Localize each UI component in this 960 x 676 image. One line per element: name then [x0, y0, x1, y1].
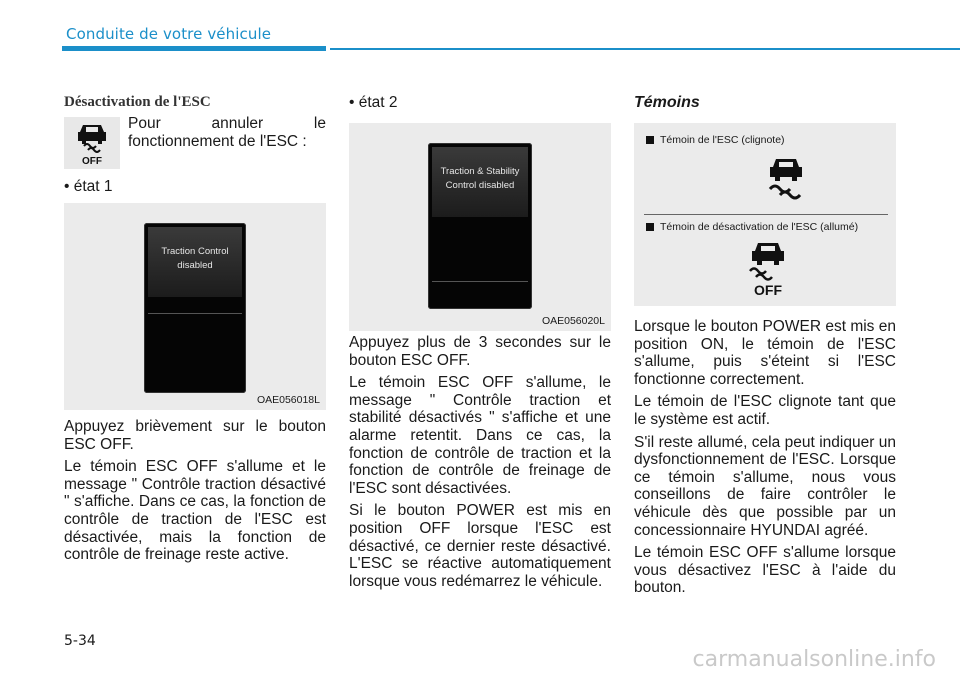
paragraph: Le témoin ESC OFF s'allume lorsque vous désactivez l'ESC à l'aide du bouton.	[634, 544, 896, 597]
warning-lights-heading: Témoins	[634, 94, 700, 111]
esc-off-icon	[64, 117, 120, 169]
display-message-line2: Control disabled	[445, 180, 515, 191]
legend-esc-label: Témoin de l'ESC (clignote)	[660, 134, 785, 146]
cluster-display-state2	[428, 143, 532, 309]
paragraph: Le témoin ESC OFF s'allume et le message " Contrôle traction désactivé " s'affiche. Dans ce cas, la fonction de contrôle de traction de l'ESC est désactivée, mais la fonction de contrôle de freinage reste active.	[64, 458, 326, 564]
paragraph: Le témoin ESC OFF s'allume, le message " Contrôle traction et stabilité désactivés " s'affiche et une alarme retentit. Dans ce cas, la fonction de contrôle de traction et la fonction de contrôle de freinage de l'ESC sont désactivées.	[349, 374, 611, 497]
display-message-line1: Traction & Stability	[440, 166, 520, 177]
header-rule-thick	[62, 46, 326, 51]
figure-code: OAE056018L	[256, 394, 320, 406]
page-number: 5-34	[64, 633, 96, 649]
state2-label: • état 2	[349, 94, 398, 111]
intro-text: Pour annuler le fonctionnement de l'ESC :	[128, 115, 326, 150]
display-message-line1: Traction Control	[161, 246, 229, 257]
paragraph: Le témoin de l'ESC clignote tant que le système est actif.	[634, 393, 896, 428]
figure-code: OAE056020L	[541, 315, 605, 327]
legend-esc-off-label: Témoin de désactivation de l'ESC (allumé)	[660, 221, 859, 233]
header-rule-thin	[330, 48, 960, 50]
svg-text:OFF: OFF	[82, 156, 102, 167]
paragraph: Appuyez plus de 3 secondes sur le bouton ESC OFF.	[349, 334, 611, 369]
figure-state2	[349, 123, 611, 331]
section-header-title: Conduite de votre véhicule	[66, 25, 272, 43]
svg-text:OFF: OFF	[754, 282, 782, 298]
legend-esc	[646, 134, 785, 146]
paragraph: Appuyez brièvement sur le bouton ESC OFF.	[64, 418, 326, 453]
display-message-line2: disabled	[177, 260, 213, 271]
legend-divider	[644, 214, 888, 215]
state1-label: • état 1	[64, 178, 113, 195]
paragraph: Si le bouton POWER est mis en position OFF lorsque l'ESC est désactivé, ce dernier reste désactivé. L'ESC se réactive automatiquement lorsque vous redémarrez le véhicule.	[349, 502, 611, 590]
paragraph: S'il reste allumé, cela peut indiquer un dysfonctionnement de l'ESC. Lorsque ce témoin s'allume, nous vous conseillons de faire contrôler le véhicule dès que possible par un concessionnaire HYUNDAI agréé.	[634, 433, 896, 539]
figure-state1	[64, 203, 326, 410]
cluster-display-state1	[144, 223, 246, 393]
watermark: carmanualsonline.info	[692, 647, 936, 672]
esc-off-icon	[738, 240, 798, 305]
esc-icon	[762, 155, 810, 210]
legend-esc-off	[646, 221, 858, 233]
paragraph: Lorsque le bouton POWER est mis en position ON, le témoin de l'ESC s'allume, puis s'éteint si l'ESC fonctionne correctement.	[634, 318, 896, 388]
section-title: Désactivation de l'ESC	[64, 94, 211, 110]
warning-lights-figure	[634, 123, 896, 306]
